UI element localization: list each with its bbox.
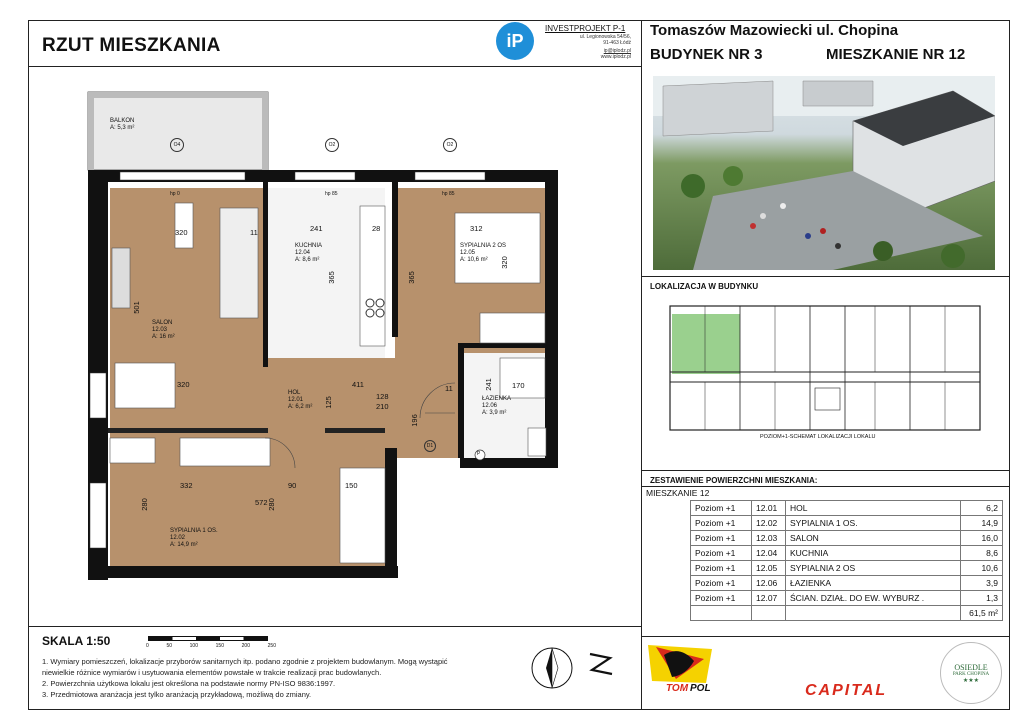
- level-cell: Poziom +1: [691, 516, 752, 531]
- level-cell: Poziom +1: [691, 561, 752, 576]
- summary-apartment-label: MIESZKANIE 12: [646, 488, 710, 498]
- balkon-area: A: 5,3 m²: [110, 125, 135, 131]
- render-illustration: [653, 76, 995, 270]
- apartment-title: MIESZKANIE NR 12: [826, 46, 966, 63]
- area-cell: 16,0: [961, 531, 1003, 546]
- dim-label: 320: [499, 256, 509, 269]
- summary-heading: ZESTAWIENIE POWIERZCHNI MIESZKANIA:: [650, 476, 818, 485]
- dim-label: 210: [376, 402, 389, 411]
- location-title: Tomaszów Mazowiecki ul. Chopina: [650, 22, 899, 39]
- summary-heading-rule: [641, 486, 1010, 487]
- note-line-3: 2. Powierzchnia użytkowa lokalu jest określona na podstawie normy PN-ISO 9836:1997.: [42, 679, 336, 688]
- table-row: [691, 561, 1003, 576]
- note-line-1: 1. Wymiary pomieszczeń, lokalizacje przyborów sanitarnych itp. podano zgodnie z projektem budowlanym. Mogą wystąpić: [42, 657, 448, 666]
- osiedle-text-1: OSIEDLE: [954, 662, 988, 672]
- area-cell: 1,3: [961, 591, 1003, 606]
- code-cell: 12.05: [752, 561, 786, 576]
- compass-north-icon: [530, 640, 620, 702]
- stars-icon: ★★★: [962, 677, 980, 684]
- area-cell: 14,9: [961, 516, 1003, 531]
- table-row: [691, 591, 1003, 606]
- area-summary-table: [690, 500, 1003, 621]
- location-divider: [641, 470, 1010, 471]
- room-label-sypialnia-2: SYPIALNIA 2 OS 12.05 A: 10,6 m²: [460, 243, 507, 263]
- room-label-salon: SALON 12.03 A: 16 m²: [152, 320, 175, 340]
- dim-label: 128: [376, 392, 389, 401]
- area-cell: 10,6: [961, 561, 1003, 576]
- room-label-kuchnia: KUCHNIA 12.04 A: 8,6 m²: [295, 243, 323, 263]
- area-cell: 8,6: [961, 546, 1003, 561]
- table-row: [691, 576, 1003, 591]
- capital-logo-text: CAPITAL: [805, 682, 888, 699]
- osiedle-text-2: PARK CHOPINA: [952, 671, 990, 677]
- room-name-cell: KUCHNIA: [786, 546, 961, 561]
- note-line-4: 3. Przedmiotowa aranżacja jest tylko aranżacją przykładową, możliwą do zmiany.: [42, 690, 312, 699]
- room-label-hol: HOL 12.01 A: 6,2 m²: [288, 390, 313, 410]
- window-tag: O4: [170, 138, 184, 152]
- table-row: [691, 546, 1003, 561]
- code-cell: 12.02: [752, 516, 786, 531]
- level-cell: Poziom +1: [691, 501, 752, 516]
- company-name: INVESTPROJEKT P-1: [545, 24, 626, 33]
- column-divider: [641, 20, 642, 710]
- building-title: BUDYNEK NR 3: [650, 46, 763, 63]
- room-name-cell: SYPIALNIA 2 OS: [786, 561, 961, 576]
- dim-label: 312: [470, 224, 483, 233]
- level-cell: Poziom +1: [691, 531, 752, 546]
- code-cell: 12.01: [752, 501, 786, 516]
- scale-label: SKALA 1:50: [42, 634, 111, 648]
- tompol-logo: [646, 641, 714, 701]
- dim-label: 332: [180, 481, 193, 490]
- tompol-text-1: TOM: [666, 683, 689, 694]
- table-row: [691, 531, 1003, 546]
- summary-divider: [641, 636, 1010, 637]
- p-mark: P: [477, 451, 481, 457]
- area-cell: 3,9: [961, 576, 1003, 591]
- photo-divider: [641, 276, 1010, 277]
- tompol-text-2: POL: [690, 683, 711, 694]
- window-height-label: hp 85: [325, 191, 338, 197]
- room-name-cell: SALON: [786, 531, 961, 546]
- scale-ticks: 0 50 100 150 200 250: [146, 643, 276, 649]
- balkon-name: BALKON: [110, 118, 135, 124]
- dim-label: 90: [288, 481, 297, 490]
- code-cell: 12.03: [752, 531, 786, 546]
- code-cell: 12.04: [752, 546, 786, 561]
- osiedle-logo: [940, 642, 1002, 704]
- floor-plan: [80, 88, 600, 588]
- room-name-cell: ŚCIAN. DZIAŁ. DO EW. WYBURZ .: [786, 591, 961, 606]
- room-name-cell: ŁAZIENKA: [786, 576, 961, 591]
- total-area-cell: 61,5 m²: [961, 606, 1003, 621]
- door-tag: D1: [424, 440, 436, 452]
- building-location-schematic: [650, 300, 1000, 435]
- dim-label: 501: [131, 301, 141, 314]
- dim-label: 125: [323, 396, 333, 409]
- company-email[interactable]: ip@iplodz.pl: [603, 48, 631, 54]
- dim-label: 28: [372, 224, 381, 233]
- area-cell: 6,2: [961, 501, 1003, 516]
- company-address-2: 91-463 Łódź: [603, 40, 631, 46]
- dim-label: 365: [326, 271, 336, 284]
- table-row: [691, 516, 1003, 531]
- scale-bar: [148, 636, 268, 641]
- level-cell: Poziom +1: [691, 591, 752, 606]
- room-name-cell: SYPIALNIA 1 OS.: [786, 516, 961, 531]
- page-title: RZUT MIESZKANIA: [42, 35, 221, 56]
- dim-label: 241: [310, 224, 323, 233]
- window-height-label: hp 0: [170, 191, 180, 197]
- dim-label: 320: [177, 380, 190, 389]
- plan-divider: [28, 626, 641, 627]
- room-label-sypialnia-1: SYPIALNIA 1 OS. 12.02 A: 14,9 m²: [170, 528, 218, 548]
- table-row: [691, 501, 1003, 516]
- company-web[interactable]: www.iplodz.pl: [600, 54, 631, 60]
- dim-label: 170: [512, 381, 525, 390]
- room-name-cell: HOL: [786, 501, 961, 516]
- window-tag: O2: [443, 138, 457, 152]
- total-row: [691, 606, 1003, 621]
- company-logo: iP: [496, 22, 534, 60]
- apartment-highlight: [672, 314, 740, 374]
- note-line-2: niewielkie różnice wymiarów i usytuowania elementów powstałe w trakcie realizacji prac budowlanych.: [42, 668, 382, 677]
- title-divider: [28, 66, 641, 67]
- dim-label: 572: [255, 498, 268, 507]
- code-cell: 12.06: [752, 576, 786, 591]
- company-address-1: ul. Legionowska 54/56,: [579, 34, 631, 40]
- localization-heading: LOKALIZACJA W BUDYNKU: [650, 282, 759, 291]
- window-tag: O2: [325, 138, 339, 152]
- dim-label: 280: [266, 498, 276, 511]
- level-cell: Poziom +1: [691, 546, 752, 561]
- dim-label: 11: [250, 228, 258, 237]
- dim-label: 196: [409, 414, 419, 427]
- dim-label: 320: [175, 228, 188, 237]
- dim-label: 150: [345, 481, 358, 490]
- code-cell: 12.07: [752, 591, 786, 606]
- room-label-lazienka: ŁAZIENKA 12.06 A: 3,9 m²: [482, 396, 512, 416]
- dim-label: 11: [445, 384, 453, 393]
- window-height-label: hp 85: [442, 191, 455, 197]
- dim-label: 241: [483, 378, 493, 391]
- dim-label: 280: [139, 498, 149, 511]
- dim-label: 411: [352, 380, 364, 389]
- schematic-caption: POZIOM+1-SCHEMAT LOKALIZACJI LOKALU: [760, 434, 876, 440]
- level-cell: Poziom +1: [691, 576, 752, 591]
- building-render-image: [653, 76, 995, 270]
- dim-label: 365: [406, 271, 416, 284]
